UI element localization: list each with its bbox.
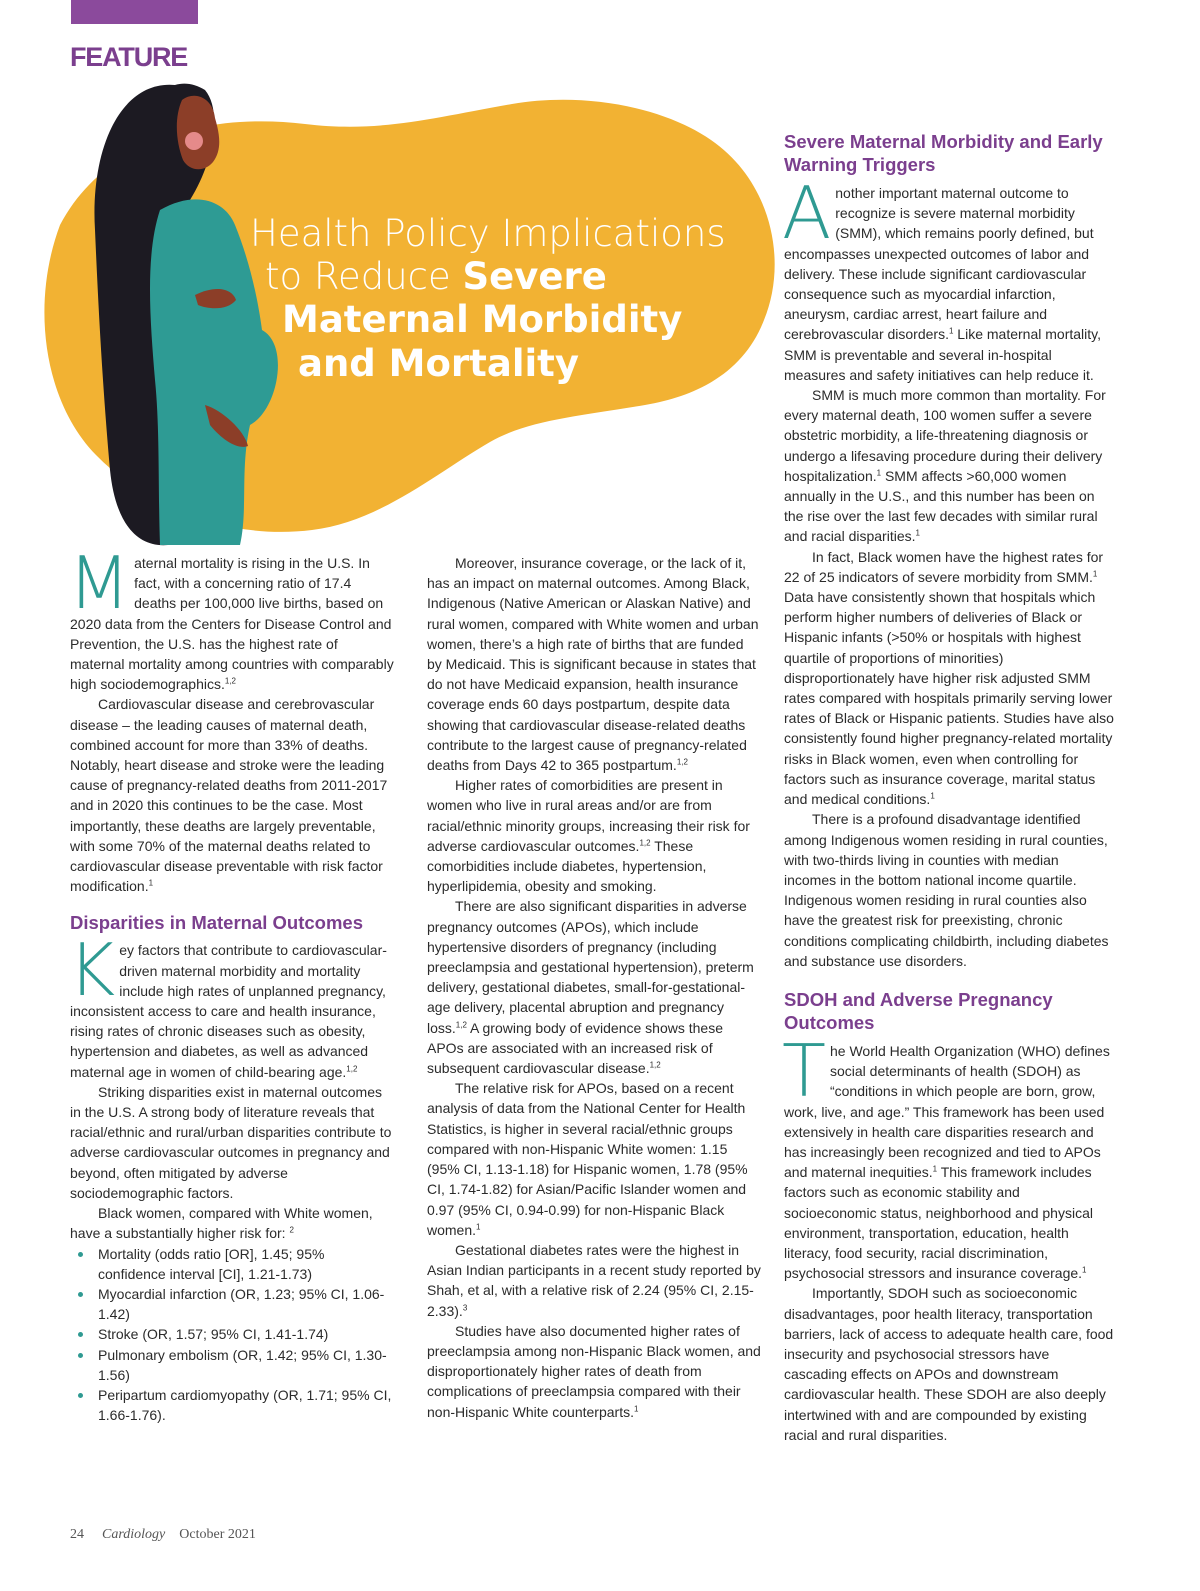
page-footer — [70, 1527, 256, 1543]
sdoh-intro-paragraph: The World Health Organization (WHO) defines social determinants of health (SDOH) as “conditions in which people are born, grow, work, live, and age.” This framework has been used extensively in health care disparities research and has increasingly been recognized and tied to APOs and maternal inequities.$^1$ This framework includes factors such as economic stability and socioeconomic status, neighborhood and physical environment, transportation, education, health literacy, food security, racial discrimination, psychosocial stressors and insurance coverage.$^1$ — [782, 1028, 1110, 1282]
dropcap-k: K — [68, 928, 116, 1013]
title-line-2: to Reduce Severe — [265, 255, 607, 298]
insurance-paragraph: Moreover, insurance coverage, or the lack of it, has an impact on maternal outcomes. Among Black, Indigenous (Native American or Alaskan Native) and rural women, compared with White women and urban women, there’s a high rate of births that are funded by Medicaid. This is significant because in states that do not have Medicaid expansion, health insurance coverage ends 60 days postpartum, despite data showing that cardiovascular disease-related deaths contribute to the largest cause of pregnancy-related deaths from Days 42 to 365 postpartum.$^{1,2}$ — [427, 555, 759, 774]
risk-list-item: Peripartum cardiomyopathy (OR, 1.71; 95% CI, 1.66-1.76). — [70, 1385, 396, 1425]
sdoh-effects-paragraph: Importantly, SDOH such as socioeconomic disadvantages, poor health literacy, transportation barriers, lack of access to adequate health care, food insecurity and psychosocial stressors have cascading effects on APOs and downstream cardiovascular health. These SDOH are also deeply intertwined with and are compounded by existing racial and rural disparities. — [784, 1285, 1114, 1443]
key-factors-paragraph: Key factors that contribute to cardiovascular-driven maternal morbidity and mortality include high rates of unplanned pregnancy, inconsistent access to care and health insurance, rising rates of chronic diseases such as obesity, hypertension and diabetes, as well as advanced maternal age in women of child-bearing age.$^{1,2}$ — [68, 928, 387, 1080]
risk-list-item: Myocardial infarction (OR, 1.23; 95% CI, 1.06-1.42) — [70, 1284, 396, 1324]
article-column-3 — [784, 130, 1114, 1445]
smm-intro-paragraph: Another important maternal outcome to recognize is severe maternal morbidity (SMM), which remains poorly defined, but encompasses unexpected outcomes of labor and delivery. These include significant cardiovascular consequence such as myocardial infarction, aneurysm, cardiac arrest, heart failure and cerebrovascular disorders.$^1$ Like maternal mortality, SMM is preventable and several in-hospital measures and safety initiatives can help reduce it. — [782, 171, 1101, 383]
dropcap-t: T — [782, 1028, 826, 1113]
cardio-paragraph: Cardiovascular disease and cerebrovascular disease – the leading causes of maternal death, combined account for more than 33% of deaths. Notably, heart disease and stroke were the leading cause of pregnancy-related deaths from 2011-2017 and in 2020 this continues to be the case. Most importantly, these deaths are largely preventable, with some 70% of the maternal deaths related to cardiovascular disease preventable with risk factor modification.$^1$ — [70, 696, 388, 895]
issue-date: October 2021 — [179, 1527, 256, 1542]
article-column-2 — [427, 553, 761, 1422]
dropcap-a: A — [782, 171, 832, 255]
apo-disparities-paragraph: There are also significant disparities in adverse pregnancy outcomes (APOs), which include hypertensive disorders of pregnancy (including preeclampsia and gestational hypertension), preterm delivery, gestational diabetes, small-for-gestational-age delivery, placental abruption and pregnancy loss.$^{1,2}$ A growing body of evidence shows these APOs are associated with an increased risk of subsequent cardiovascular disease.$^{1,2}$ — [427, 898, 754, 1077]
title-line-1: Health Policy Implications — [250, 212, 726, 255]
preeclampsia-paragraph: Studies have also documented higher rates of preeclampsia among non-Hispanic Black women, and disproportionately higher rates of death from complications of preeclampsia compared with their non-Hispanic White counterparts.$^1$ — [427, 1322, 761, 1420]
section-label: FEATURE — [70, 42, 188, 72]
relative-risk-paragraph: The relative risk for APOs, based on a recent analysis of data from the National Center for Health Statistics, is higher in several racial/ethnic groups compared with non-Hispanic White women: 1.15 (95% CI, 1.13-1.18) for Hispanic women, 1.78 (95% CI, 1.74-1.82) for Asian/Pacific Islander women and 0.97 (95% CI, 0.94-0.99) for non-Hispanic Black women.$^1$ — [427, 1080, 748, 1238]
heading-sdoh: SDOH and Adverse Pregnancy Outcomes — [784, 988, 1053, 1033]
black-women-risk-paragraph: Black women, compared with White women, have a substantially higher risk for: $^2$ — [70, 1205, 373, 1242]
page-number: 24 — [70, 1527, 84, 1542]
indigenous-paragraph: There is a profound disadvantage identified among Indigenous women residing in rural counties, with two-thirds living in counties with median incomes in the bottom national income quartile. Indigenous women residing in rural counties also have the greatest risk for preexisting, chronic conditions complicating childbirth, including diabetes and substance use disorders. — [784, 811, 1109, 969]
woman-cheek — [185, 132, 203, 150]
article-column-1 — [68, 541, 396, 1425]
intro-paragraph: Maternal mortality is rising in the U.S. In fact, with a concerning ratio of 17.4 deaths per 100,000 live births, based on 2020 data from the Centers for Disease Control and Prevention, the U.S. has the highest rate of maternal mortality among countries with comparably high sociodemographics.$^{1,2}$ — [68, 541, 394, 693]
title-line-3: Maternal Morbidity — [282, 298, 683, 341]
magazine-name: Cardiology — [102, 1527, 166, 1542]
risk-list-item: Stroke (OR, 1.57; 95% CI, 1.41-1.74) — [70, 1324, 396, 1344]
dropcap-m: M — [68, 541, 131, 625]
risk-list-item: Mortality (odds ratio [OR], 1.45; 95% confidence interval [CI], 1.21-1.73) — [70, 1244, 396, 1284]
comorbidities-paragraph: Higher rates of comorbidities are present in women who live in rural areas and/or are from racial/ethnic minority groups, increasing their risk for adverse cardiovascular outcomes.$^{1,2}$ These comorbidities include diabetes, hypertension, hyperlipidemia, obesity and smoking. — [427, 777, 750, 895]
heading-smm: Severe Maternal Morbidity and Early Warning Triggers — [784, 131, 1103, 175]
striking-disparities-paragraph: Striking disparities exist in maternal outcomes in the U.S. A strong body of literature reveals that racial/ethnic and rural/urban disparities contribute to adverse cardiovascular outcomes in pregnancy and beyond, often mitigated by adverse sociodemographic factors. — [70, 1083, 392, 1201]
woman-face — [177, 96, 219, 170]
heading-disparities: Disparities in Maternal Outcomes — [70, 912, 364, 934]
risk-list-item: Pulmonary embolism (OR, 1.42; 95% CI, 1.30-1.56) — [70, 1345, 396, 1385]
title-line-4: and Mortality — [298, 342, 579, 385]
smm-common-paragraph: SMM is much more common than mortality. For every maternal death, 100 women suffer a severe obstetric morbidity, a life-threatening diagnosis or undergo a lifesaving procedure during their delivery hospitalization.$^1$ SMM affects >60,000 women annually in the U.S., and this number has been on the rise over the last few decades with similar rural and racial disparities.$^1$ — [784, 387, 1106, 545]
black-women-smm-paragraph: In fact, Black women have the highest rates for 22 of 25 indicators of severe morbidity from SMM.$^1$ Data have consistently shown that hospitals which perform higher numbers of deliveries of Black or Hispanic infants (>50% or hospitals with highest quartile of proportions of minorities) disproportionately have higher risk adjusted SMM rates compared with hospitals primarily serving lower rates of Black or Hispanic patients. Studies have also consistently found higher pregnancy-related mortality risks in Black women, even when controlling for factors such as insurance coverage, marital status and medical conditions.$^1$ — [784, 548, 1114, 808]
gestational-diabetes-paragraph: Gestational diabetes rates were the highest in Asian Indian participants in a recent study reported by Shah, et al, with a relative risk of 2.24 (95% CI, 2.15-2.33).$^3$ — [427, 1241, 761, 1319]
risk-list — [70, 1244, 396, 1426]
